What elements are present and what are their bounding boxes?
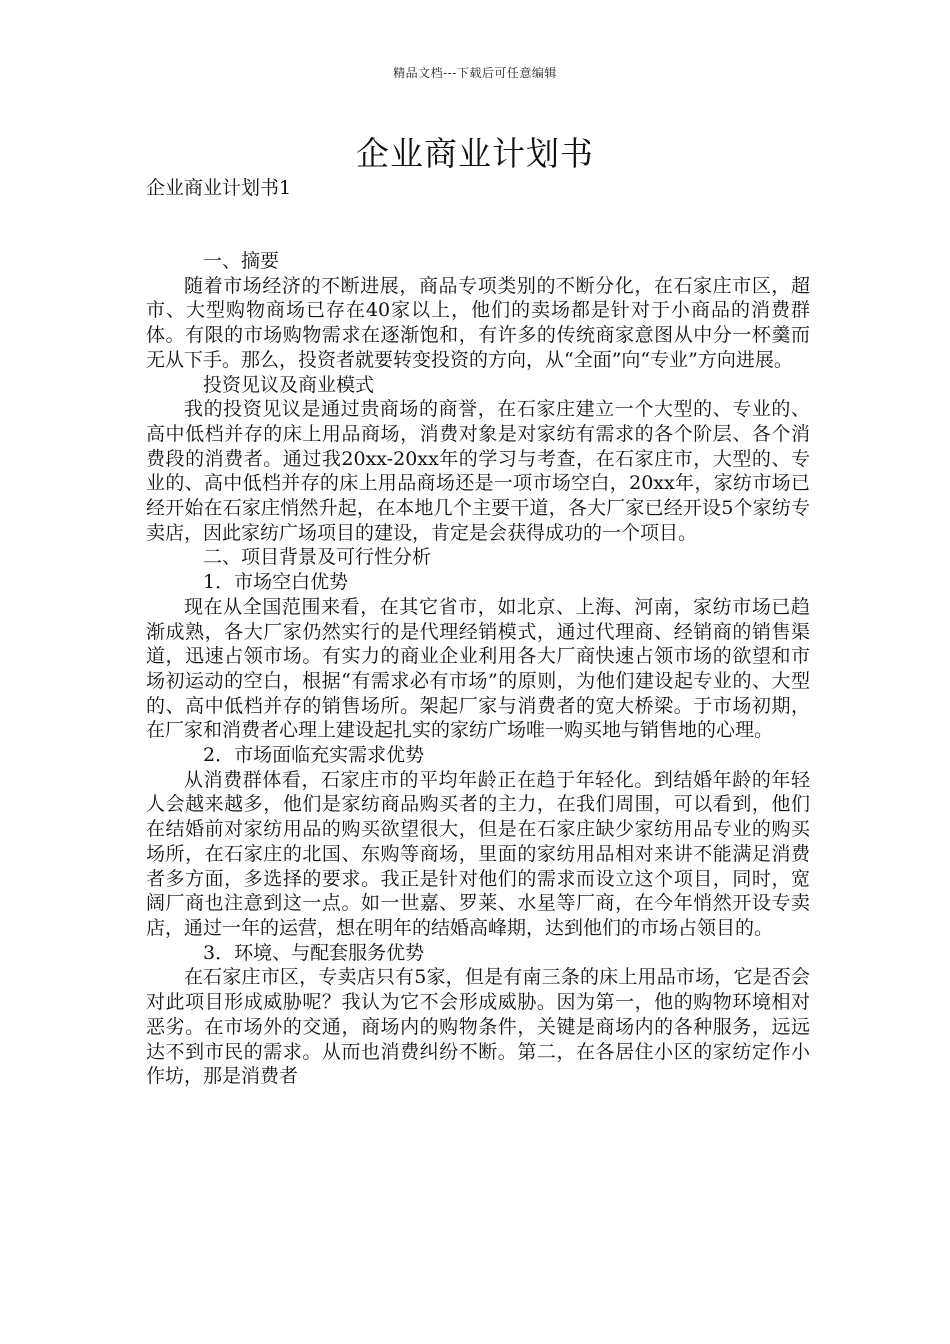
- body-paragraph: 随着市场经济的不断进展，商品专项类别的不断分化，在石家庄市区，超市、大型购物商场已存在40家以上，他们的卖场都是针对于小商品的消费群体。有限的市场购物需求在逐渐饱和，有许多的传统商家意图从中分一杯羹而无从下手。那么，投资者就要转变投资的方向，从“全面”向“专业”方向进展。: [146, 274, 810, 371]
- subsection-heading: 1．市场空白优势: [203, 571, 349, 594]
- document-subtitle: 企业商业计划书1: [146, 177, 292, 199]
- body-paragraph: 在石家庄市区，专卖店只有5家，但是有南三条的床上用品市场，它是否会对此项目形成威胁呢？我认为它不会形成威胁。因为第一，他的购物环境相对恶劣。在市场外的交通，商场内的购物条件，关键是商场内的各种服务，远远达不到市民的需求。从而也消费纠纷不断。第二，在各居住小区的家纺定作小作坊，那是消费者: [146, 966, 810, 1088]
- body-paragraph: 从消费群体看，石家庄市的平均年龄正在趋于年轻化。到结婚年龄的年轻人会越来越多，他们是家纺商品购买者的主力，在我们周围，可以看到，他们在结婚前对家纺用品的购买欲望很大，但是在石家庄缺少家纺用品专业的购买场所，在石家庄的北国、东购等商场，里面的家纺用品相对来讲不能满足消费者多方面，多选择的要求。我正是针对他们的需求而设立这个项目，同时，宽阔厂商也注意到这一点。如一世嘉、罗莱、水星等厂商，在今年悄然开设专卖店，通过一年的运营，想在明年的结婚高峰期，达到他们的市场占领目的。: [146, 768, 810, 939]
- section-heading: 一、摘要: [203, 250, 280, 272]
- body-paragraph: 现在从全国范围来看，在其它省市，如北京、上海、河南，家纺市场已趋渐成熟，各大厂家仍然实行的是代理经销模式，通过代理商、经销商的销售渠道，迅速占领市场。有实力的商业企业利用各大厂商快速占领市场的欲望和市场初运动的空白，根据“有需求必有市场”的原则，为他们建设起专业的、大型的、高中低档并存的销售场所。架起厂家与消费者的宽大桥梁。于市场初期，在厂家和消费者心理上建设起扎实的家纺广场唯一购买地与销售地的心理。: [146, 595, 810, 742]
- subsection-heading: 2．市场面临充实需求优势: [203, 744, 425, 767]
- section-heading: 投资见议及商业模式: [203, 373, 375, 396]
- document-body: [146, 249, 810, 1089]
- section-heading: 二、项目背景及可行性分析: [203, 546, 432, 569]
- document-title: 企业商业计划书: [356, 134, 594, 173]
- body-paragraph: 我的投资见议是通过贵商场的商誉，在石家庄建立一个大型的、专业的、高中低档并存的床上用品商场，消费对象是对家纺有需求的各个阶层、各个消费段的消费者。通过我20xx-20xx年的学习与考查，在石家庄市，大型的、专业的、高中低档并存的床上用品商场还是一项市场空白，20xx年，家纺市场已经开始在石家庄悄然升起，在本地几个主要干道，各大厂家已经开设5个家纺专卖店，因此家纺广场项目的建设，肯定是会获得成功的一个项目。: [146, 398, 810, 544]
- subsection-heading: 3．环境、与配套服务优势: [203, 941, 425, 964]
- page-header: 精品文档---下载后可任意编辑: [393, 66, 557, 80]
